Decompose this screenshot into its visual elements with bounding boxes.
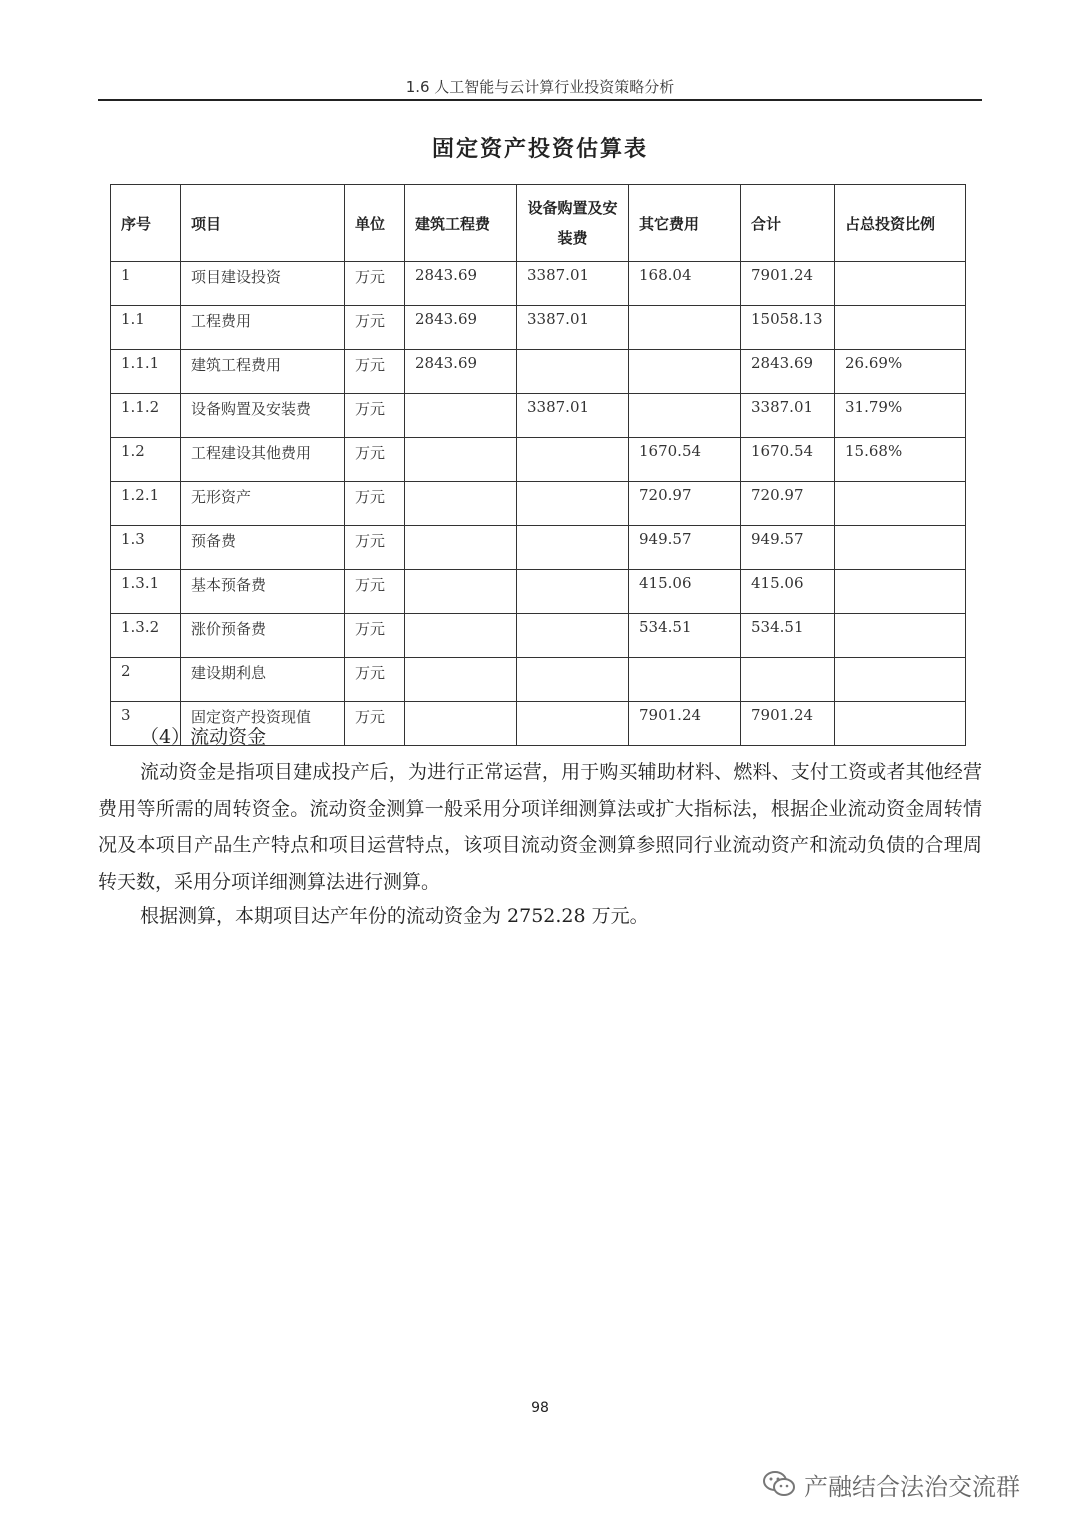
- table-cell: 1670.54: [741, 438, 835, 482]
- table-cell: 415.06: [629, 570, 741, 614]
- table-cell: [405, 438, 517, 482]
- table-cell: 万元: [345, 350, 405, 394]
- table-cell: [517, 702, 629, 746]
- table-cell: [835, 614, 966, 658]
- table-cell: 15.68%: [835, 438, 966, 482]
- table-cell: 1.3.2: [111, 614, 181, 658]
- table-row: [111, 614, 966, 658]
- table-cell: 无形资产: [181, 482, 345, 526]
- table-cell: [835, 570, 966, 614]
- table-cell: 31.79%: [835, 394, 966, 438]
- table-cell: 1.1.2: [111, 394, 181, 438]
- table-cell: [517, 350, 629, 394]
- table-cell: 万元: [345, 614, 405, 658]
- table-cell: 3387.01: [517, 306, 629, 350]
- table-cell: [835, 306, 966, 350]
- table-cell: [405, 526, 517, 570]
- column-header: 合计: [741, 185, 835, 262]
- table-cell: [405, 570, 517, 614]
- column-header: 建筑工程费: [405, 185, 517, 262]
- table-cell: 720.97: [629, 482, 741, 526]
- table-cell: 534.51: [629, 614, 741, 658]
- table-row: [111, 658, 966, 702]
- table-cell: 3387.01: [517, 262, 629, 306]
- table-cell: [835, 702, 966, 746]
- table-cell: 工程费用: [181, 306, 345, 350]
- table-cell: 949.57: [629, 526, 741, 570]
- table-cell: [835, 262, 966, 306]
- table-cell: [517, 614, 629, 658]
- table-row: [111, 526, 966, 570]
- table-row: [111, 350, 966, 394]
- table-cell: 2843.69: [741, 350, 835, 394]
- table-cell: 1.3: [111, 526, 181, 570]
- paragraph: 流动资金是指项目建成投产后，为进行正常运营，用于购买辅助材料、燃料、支付工资或者其他经营费用等所需的周转资金。流动资金测算一般采用分项详细测算法或扩大指标法，根据企业流动资金周转情况及本项目产品生产特点和项目运营特点，该项目流动资金测算参照同行业流动资产和流动负债的合理周转天数，采用分项详细测算法进行测算。: [98, 761, 982, 893]
- paragraph: 根据测算，本期项目达产年份的流动资金为 2752.28 万元。: [140, 905, 649, 927]
- page-number: 98: [531, 1400, 549, 1416]
- table-cell: [629, 350, 741, 394]
- table-cell: 1.2: [111, 438, 181, 482]
- table-cell: 3387.01: [741, 394, 835, 438]
- table-cell: 万元: [345, 438, 405, 482]
- table-cell: 26.69%: [835, 350, 966, 394]
- table-cell: 预备费: [181, 526, 345, 570]
- table-cell: 949.57: [741, 526, 835, 570]
- table-cell: [405, 702, 517, 746]
- section-heading: （4）流动资金: [140, 726, 267, 748]
- table-cell: 1.3.1: [111, 570, 181, 614]
- table-cell: 15058.13: [741, 306, 835, 350]
- table-cell: 3387.01: [517, 394, 629, 438]
- table-row: [111, 306, 966, 350]
- table-cell: 项目建设投资: [181, 262, 345, 306]
- table-cell: 万元: [345, 262, 405, 306]
- table-cell: 7901.24: [741, 262, 835, 306]
- table-cell: 工程建设其他费用: [181, 438, 345, 482]
- table-row: [111, 482, 966, 526]
- column-header: 占总投资比例: [835, 185, 966, 262]
- watermark: [762, 1464, 1020, 1504]
- table-cell: [629, 394, 741, 438]
- table-title: 固定资产投资估算表: [431, 137, 648, 162]
- table-cell: [517, 482, 629, 526]
- table-cell: [517, 658, 629, 702]
- table-cell: 720.97: [741, 482, 835, 526]
- table-cell: 基本预备费: [181, 570, 345, 614]
- table-cell: 设备购置及安装费: [181, 394, 345, 438]
- table-cell: [835, 482, 966, 526]
- table-cell: 万元: [345, 658, 405, 702]
- column-header: 项目: [181, 185, 345, 262]
- column-header: 单位: [345, 185, 405, 262]
- table-cell: 涨价预备费: [181, 614, 345, 658]
- table-cell: [517, 570, 629, 614]
- table-cell: 建设期利息: [181, 658, 345, 702]
- column-header: 其它费用: [629, 185, 741, 262]
- table-row: [111, 438, 966, 482]
- table-cell: [517, 526, 629, 570]
- table-cell: 1670.54: [629, 438, 741, 482]
- column-header: 设备购置及安装费: [517, 185, 629, 262]
- table-cell: [405, 614, 517, 658]
- table-cell: [405, 658, 517, 702]
- table-cell: 1.1.1: [111, 350, 181, 394]
- table-cell: 万元: [345, 702, 405, 746]
- header-rule: [98, 99, 982, 101]
- table-row: [111, 262, 966, 306]
- table-cell: [517, 438, 629, 482]
- table-cell: 1: [111, 262, 181, 306]
- table-cell: [629, 306, 741, 350]
- table-cell: 7901.24: [629, 702, 741, 746]
- table-cell: 534.51: [741, 614, 835, 658]
- table-body: [111, 262, 966, 746]
- table-cell: 万元: [345, 526, 405, 570]
- table-row: [111, 570, 966, 614]
- table-cell: [835, 658, 966, 702]
- table-cell: [835, 526, 966, 570]
- table-cell: 1.2.1: [111, 482, 181, 526]
- watermark-text: 产融结合法治交流群: [804, 1472, 1020, 1501]
- fixed-asset-table: [110, 184, 966, 746]
- table-cell: 万元: [345, 306, 405, 350]
- table-cell: 2843.69: [405, 306, 517, 350]
- column-header: 序号: [111, 185, 181, 262]
- table-cell: 168.04: [629, 262, 741, 306]
- table-cell: 1.1: [111, 306, 181, 350]
- table-cell: 万元: [345, 394, 405, 438]
- running-header: 1.6 人工智能与云计算行业投资策略分析: [405, 78, 675, 96]
- wechat-icon: [762, 1469, 796, 1499]
- table-cell: 3: [111, 702, 181, 746]
- table-cell: [405, 482, 517, 526]
- table-cell: 2843.69: [405, 262, 517, 306]
- table-cell: 415.06: [741, 570, 835, 614]
- table-cell: 建筑工程费用: [181, 350, 345, 394]
- table-header-row: [111, 185, 966, 262]
- table-cell: 2: [111, 658, 181, 702]
- table-cell: 7901.24: [741, 702, 835, 746]
- table-cell: 2843.69: [405, 350, 517, 394]
- table-cell: [629, 658, 741, 702]
- table-row: [111, 394, 966, 438]
- table-cell: 万元: [345, 482, 405, 526]
- table-cell: [405, 394, 517, 438]
- table-cell: 固定资产投资现值: [181, 702, 345, 746]
- table-cell: 万元: [345, 570, 405, 614]
- table-cell: [741, 658, 835, 702]
